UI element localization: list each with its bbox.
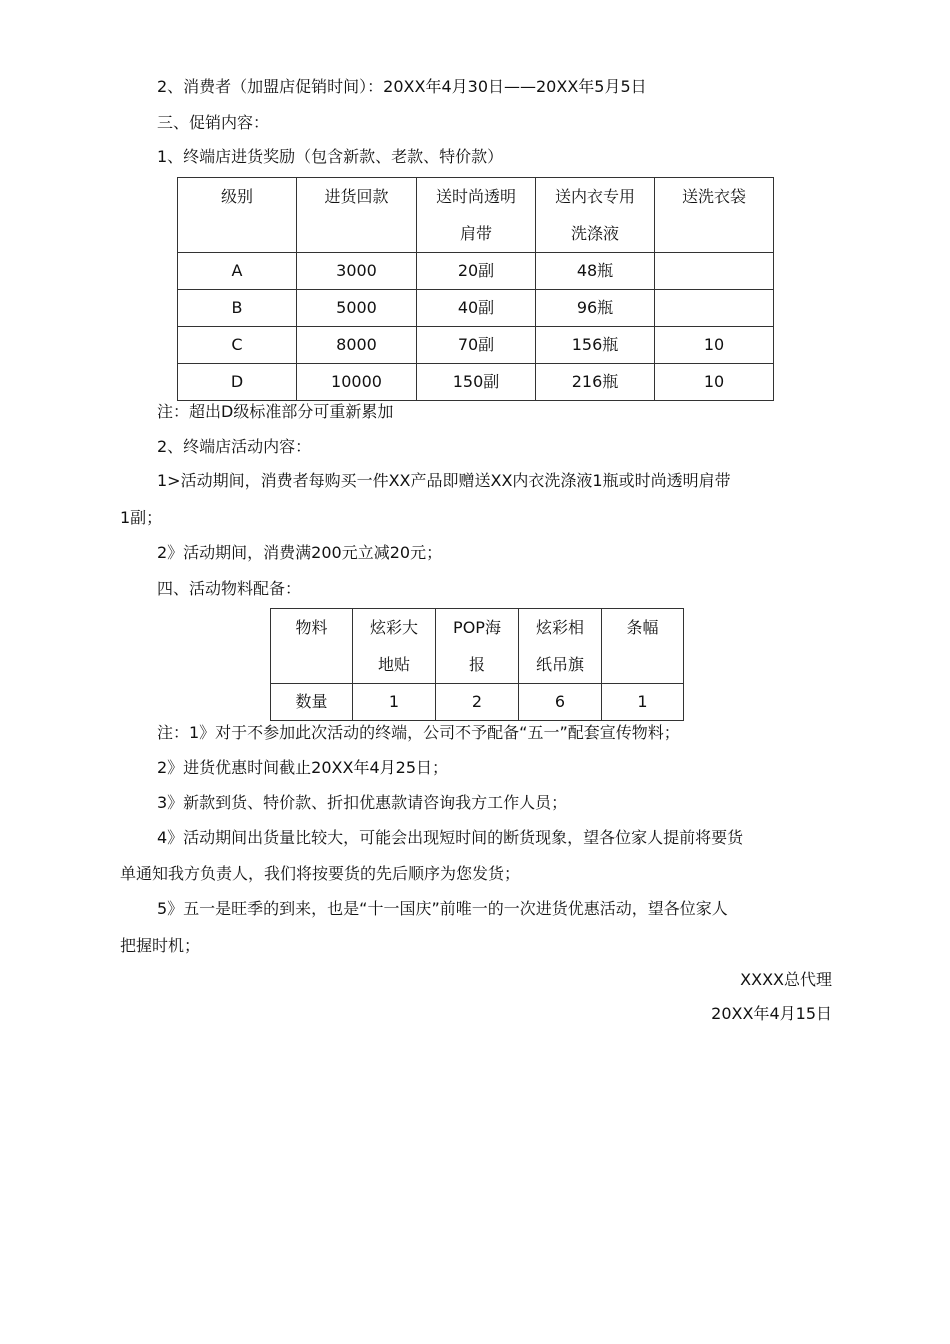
reward-table-header-row xyxy=(178,178,774,253)
payment-cell: 3000 xyxy=(297,253,417,290)
quantity-label-cell: 数量 xyxy=(271,684,353,721)
materials-header-cell: 物料 xyxy=(271,609,353,684)
detergent-cell: 96瓶 xyxy=(536,290,655,327)
consumer-period-line: 2、消费者（加盟店促销时间）：20XX年4月30日——20XX年5月5日 xyxy=(157,77,647,96)
section-four-heading: 四、活动物料配备： xyxy=(157,579,302,598)
materials-header-cell: 条幅 xyxy=(602,609,684,684)
note-four-line-a: 4》活动期间出货量比较大，可能会出现短时间的断货现象，望各位家人提前将要货 xyxy=(157,828,744,847)
signature: XXXX总代理 xyxy=(740,970,832,989)
note-three: 3》新款到货、特价款、折扣优惠款请咨询我方工作人员； xyxy=(157,793,568,812)
strap-cell: 70副 xyxy=(417,327,536,364)
materials-header-cell: 炫彩大 地贴 xyxy=(353,609,436,684)
note-five-line-b: 把握时机； xyxy=(120,936,201,955)
level-cell: C xyxy=(178,327,297,364)
activity-two-line: 2》活动期间，消费满200元立减20元； xyxy=(157,543,443,562)
signature-date: 20XX年4月15日 xyxy=(711,1004,832,1023)
strap-cell: 150副 xyxy=(417,364,536,401)
reward-table xyxy=(177,177,774,401)
reward-header-cell: 送内衣专用 洗涤液 xyxy=(536,178,655,253)
item-one-heading: 1、终端店进货奖励（包含新款、老款、特价款） xyxy=(157,147,504,166)
level-cell: D xyxy=(178,364,297,401)
materials-header-cell: 炫彩相 纸吊旗 xyxy=(519,609,602,684)
laundry-bag-cell xyxy=(655,253,774,290)
reward-table-row xyxy=(178,364,774,401)
note-d-level: 注：超出D级标准部分可重新累加 xyxy=(157,402,394,421)
strap-cell: 20副 xyxy=(417,253,536,290)
payment-cell: 10000 xyxy=(297,364,417,401)
reward-header-cell: 级别 xyxy=(178,178,297,253)
reward-header-cell: 送洗衣袋 xyxy=(655,178,774,253)
quantity-cell: 1 xyxy=(353,684,436,721)
strap-cell: 40副 xyxy=(417,290,536,327)
materials-header-cell: POP海 报 xyxy=(436,609,519,684)
materials-table-header-row xyxy=(271,609,684,684)
reward-table-row xyxy=(178,253,774,290)
reward-table-row xyxy=(178,290,774,327)
level-cell: A xyxy=(178,253,297,290)
note-one: 注：1》对于不参加此次活动的终端，公司不予配备“五一”配套宣传物料； xyxy=(157,723,680,742)
detergent-cell: 48瓶 xyxy=(536,253,655,290)
laundry-bag-cell xyxy=(655,290,774,327)
detergent-cell: 156瓶 xyxy=(536,327,655,364)
activity-one-line-b: 1副； xyxy=(120,508,163,527)
reward-table-row xyxy=(178,327,774,364)
level-cell: B xyxy=(178,290,297,327)
note-four-line-b: 单通知我方负责人，我们将按要货的先后顺序为您发货； xyxy=(120,864,521,883)
payment-cell: 5000 xyxy=(297,290,417,327)
note-two: 2》进货优惠时间截止20XX年4月25日； xyxy=(157,758,449,777)
materials-table xyxy=(270,608,684,721)
reward-header-cell: 进货回款 xyxy=(297,178,417,253)
payment-cell: 8000 xyxy=(297,327,417,364)
quantity-cell: 6 xyxy=(519,684,602,721)
detergent-cell: 216瓶 xyxy=(536,364,655,401)
note-five-line-a: 5》五一是旺季的到来，也是“十一国庆”前唯一的一次进货优惠活动，望各位家人 xyxy=(157,899,728,918)
section-three-heading: 三、促销内容： xyxy=(157,113,270,132)
laundry-bag-cell: 10 xyxy=(655,327,774,364)
laundry-bag-cell: 10 xyxy=(655,364,774,401)
activity-one-line-a: 1>活动期间，消费者每购买一件XX产品即赠送XX内衣洗涤液1瓶或时尚透明肩带 xyxy=(157,471,731,490)
reward-header-cell: 送时尚透明 肩带 xyxy=(417,178,536,253)
materials-quantity-row xyxy=(271,684,684,721)
quantity-cell: 2 xyxy=(436,684,519,721)
item-two-heading: 2、终端店活动内容： xyxy=(157,437,312,456)
quantity-cell: 1 xyxy=(602,684,684,721)
